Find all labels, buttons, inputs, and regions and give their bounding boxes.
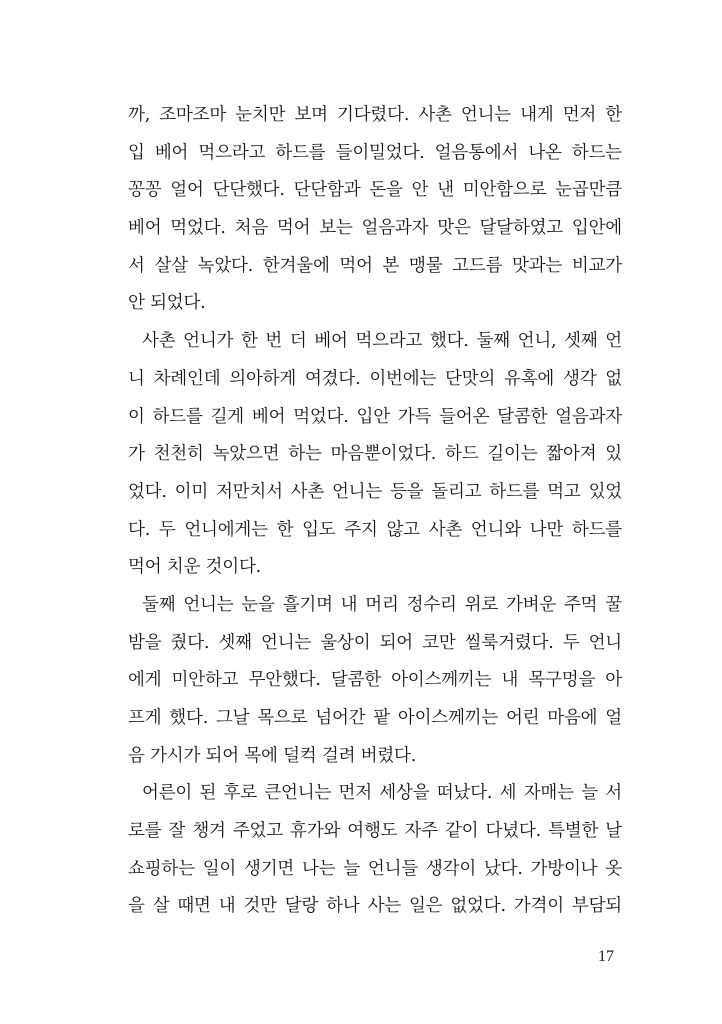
text-line: 음 가시가 되어 목에 덜컥 걸려 버렸다.	[128, 745, 417, 766]
text-line: 쇼핑하는 일이 생기면 나는 늘 언니들 생각이 났다. 가방이나 옷	[128, 858, 622, 879]
text-line: 둘째 언니는 눈을 흘기며 내 머리 정수리 위로 가벼운 주먹 꿀	[142, 594, 622, 615]
text-line: 을 살 때면 내 것만 달랑 하나 사는 일은 없었다. 가격이 부담되	[128, 896, 622, 917]
text-line: 프게 했다. 그날 목으로 넘어간 팥 아이스께끼는 어린 마음에 얼	[128, 708, 622, 728]
body-text	[128, 97, 622, 926]
text-line: 안 되었다.	[128, 293, 206, 314]
text-line: 입 베어 먹으라고 하드를 들이밀었다. 얼음통에서 나온 하드는	[128, 142, 622, 163]
text-line: 베어 먹었다. 처음 먹어 보는 얼음과자 맛은 달달하였고 입안에	[128, 218, 622, 239]
text-line: 로를 잘 챙겨 주었고 휴가와 여행도 자주 같이 다녔다. 특별한 날	[128, 821, 622, 842]
text-line: 어른이 된 후로 큰언니는 먼저 세상을 떠났다. 세 자매는 늘 서	[142, 783, 622, 804]
text-line: 가 천천히 녹았으면 하는 마음뿐이었다. 하드 길이는 짧아져 있	[128, 444, 622, 465]
text-line: 었다. 이미 저만치서 사촌 언니는 등을 돌리고 하드를 먹고 있었	[128, 481, 622, 502]
text-line: 꽁꽁 얼어 단단했다. 단단함과 돈을 안 낸 미안함으로 눈곱만큼	[128, 180, 622, 201]
text-line: 서 살살 녹았다. 한겨울에 먹어 본 맹물 고드름 맛과는 비교가	[128, 255, 622, 276]
text-line: 이 하드를 길게 베어 먹었다. 입안 가득 들어온 달콤한 얼음과자	[128, 406, 622, 427]
text-line: 다. 두 언니에게는 한 입도 주지 않고 사촌 언니와 나만 하드를	[128, 519, 622, 540]
page-number: 17	[598, 948, 614, 965]
text-line: 밤을 줬다. 셋째 언니는 울상이 되어 코만 씰룩거렸다. 두 언니	[128, 632, 622, 653]
text-line: 니 차례인데 의아하게 여겼다. 이번에는 단맛의 유혹에 생각 없	[128, 368, 622, 389]
text-line: 사촌 언니가 한 번 더 베어 먹으라고 했다. 둘째 언니, 셋째 언	[142, 331, 622, 352]
text-line: 까, 조마조마 눈치만 보며 기다렸다. 사촌 언니는 내게 먼저 한	[128, 105, 622, 125]
text-line: 에게 미안하고 무안했다. 달콤한 아이스께끼는 내 목구멍을 아	[128, 670, 622, 691]
text-line: 먹어 치운 것이다.	[128, 557, 262, 578]
